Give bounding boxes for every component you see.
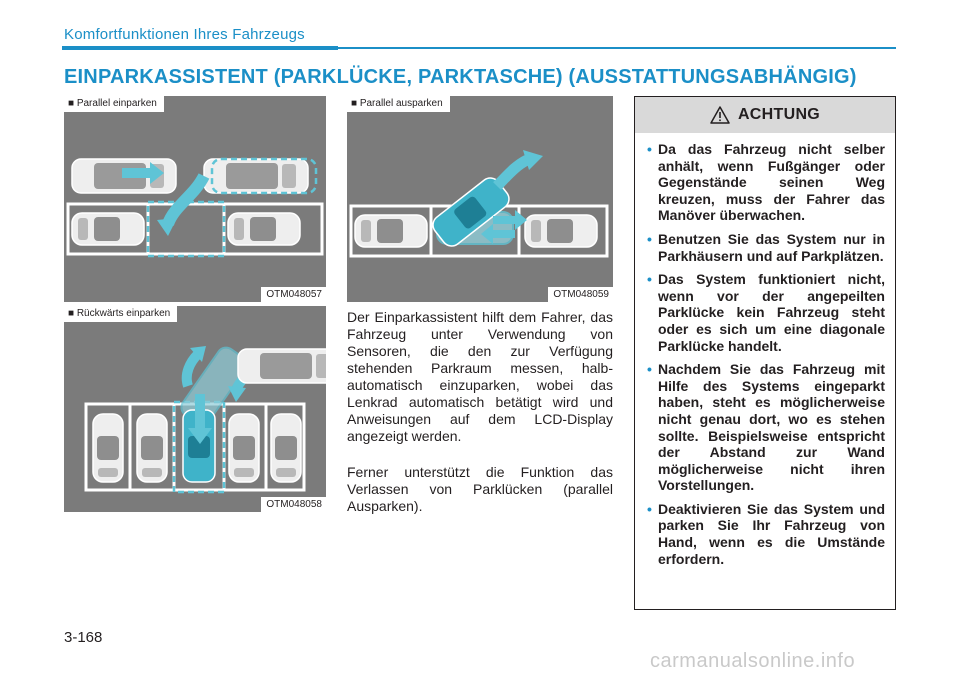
figure-label: ■ Rückwärts einparken [64, 306, 177, 322]
figure-parallel-exit [347, 96, 613, 302]
figure-code: OTM048059 [548, 287, 613, 302]
watermark: carmanualsonline.info [650, 650, 856, 672]
section-title: Komfortfunktionen Ihres Fahrzeugs [64, 26, 305, 43]
warning-item: • Das System funktioniert nicht, wenn vor der angepeilten Parklücke kein Fahrzeug steht oder es sich um eine diagonale Parklücke handelt. [647, 271, 885, 354]
section-rule [62, 46, 338, 50]
warning-item: • Nachdem Sie das Fahrzeug mit Hilfe des Systems eingeparkt haben, steht es möglicherweise nicht genau dort, wo es stehen sollte. Beispielsweise entspricht der Abstand zur Wand möglicherweise nicht ihren Vorstellungen. [647, 361, 885, 494]
page-number: 3-168 [64, 629, 103, 646]
warning-title: ACHTUNG [737, 106, 821, 123]
warning-triangle-icon [710, 106, 730, 124]
warning-item: • Deaktivieren Sie das System und parken Sie Ihr Fahrzeug von Hand, wenn es die Umstände erfordern. [647, 500, 885, 567]
figure-code: OTM048057 [261, 287, 326, 302]
warning-item: • Benutzen Sie das System nur in Parkhäusern und auf Parkplätzen. [647, 230, 885, 264]
bullet-icon: • [647, 141, 652, 157]
page-heading: EINPARKASSISTENT (PARKLÜCKE, PARKTASCHE) (AUSSTATTUNGSABHÄNGIG) [64, 66, 857, 88]
bullet-icon: • [647, 361, 652, 378]
figure-label: ■ Parallel ausparken [347, 96, 450, 112]
figure-label: ■ Parallel einparken [64, 96, 164, 112]
warning-header [635, 97, 895, 133]
body-paragraph: Ferner unterstützt die Funktion das Verlassen von Parklücken (parallel Ausparken). [347, 464, 613, 514]
bullet-icon: • [647, 230, 652, 247]
parallel-parking-illustration [64, 96, 326, 302]
body-paragraph: Der Einparkassistent hilft dem Fahrer, das Fahrzeug unter Verwendung von Sensoren, die den zur Verfügung stehenden Parkraum messen, halb-automatisch einzuparken, wobei das Lenkrad automatisch betätigt wird und Anweisungen auf dem LCD-Display angezeigt werden. [347, 309, 613, 444]
figure-parallel-parking [64, 96, 326, 302]
warning-item: • Da das Fahrzeug nicht selber anhält, wenn Fußgänger oder Gegenstände seinen Weg kreuzen, muss der Fahrer das Manöver überwachen. [647, 141, 885, 224]
section-rule-extension [338, 47, 896, 49]
parallel-exit-illustration [347, 96, 613, 302]
bullet-icon: • [647, 500, 652, 517]
warning-box [634, 96, 896, 610]
figure-code: OTM048058 [261, 497, 326, 512]
reverse-parking-illustration [64, 306, 326, 512]
warning-list [635, 133, 895, 567]
figure-reverse-parking [64, 306, 326, 512]
bullet-icon: • [647, 271, 652, 288]
